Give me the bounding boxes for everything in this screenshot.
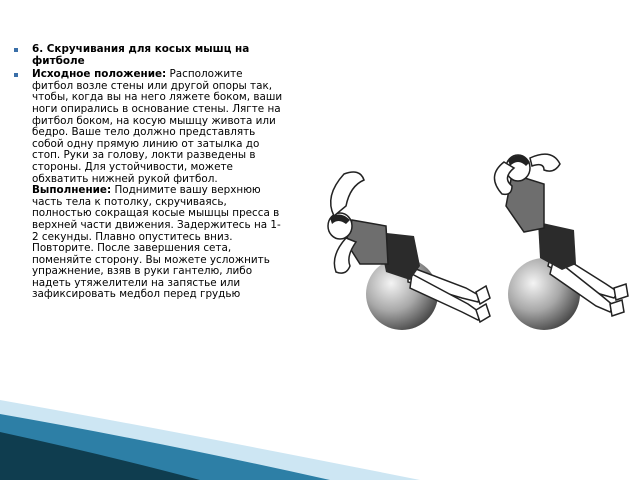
bullet-item-heading: [12, 44, 284, 67]
execution-text: Поднимите вашу верхнюю часть тела к потолку, скручиваясь, полностью сокращая косые мышцы пресса в верхней части движения. Задержитесь на 1-2 секунды. Плавно опуститесь вниз. Повторите. После завершения сета, поменяйте сторону. Вы можете усложнить упражнение, взяв в руки гантелю, либо надеть утяжелители на запястье или зафиксировать медбол перед грудью: [32, 184, 281, 301]
bullet-item-description: [12, 69, 284, 301]
bullet-list: [12, 44, 284, 303]
decorative-corner-swoosh: [0, 392, 640, 480]
figure-execution: [494, 154, 628, 330]
bullet-marker-icon: [14, 73, 18, 77]
start-position-label: Исходное положение:: [32, 68, 167, 81]
bullet-marker-icon: [14, 48, 18, 52]
exercise-illustration: [316, 146, 640, 342]
exercise-heading: 6. Скручивания для косых мышц на фитболе: [32, 43, 250, 67]
start-position-text: Расположите фитбол возле стены или другой опоры так, чтобы, когда вы на него ляжете боком, ваши ноги опирались в основание стены. Лягте на фитбол боком, на косую мышцу живота или бедро. Ваше тело должно представлять собой одну прямую линию от затылка до стоп. Руки за голову, локти разведены в стороны. Для устойчивости, можете обхватить нижней рукой фитбол.: [32, 68, 283, 185]
figure-start-position: [328, 172, 490, 330]
execution-label: Выполнение:: [32, 184, 112, 197]
